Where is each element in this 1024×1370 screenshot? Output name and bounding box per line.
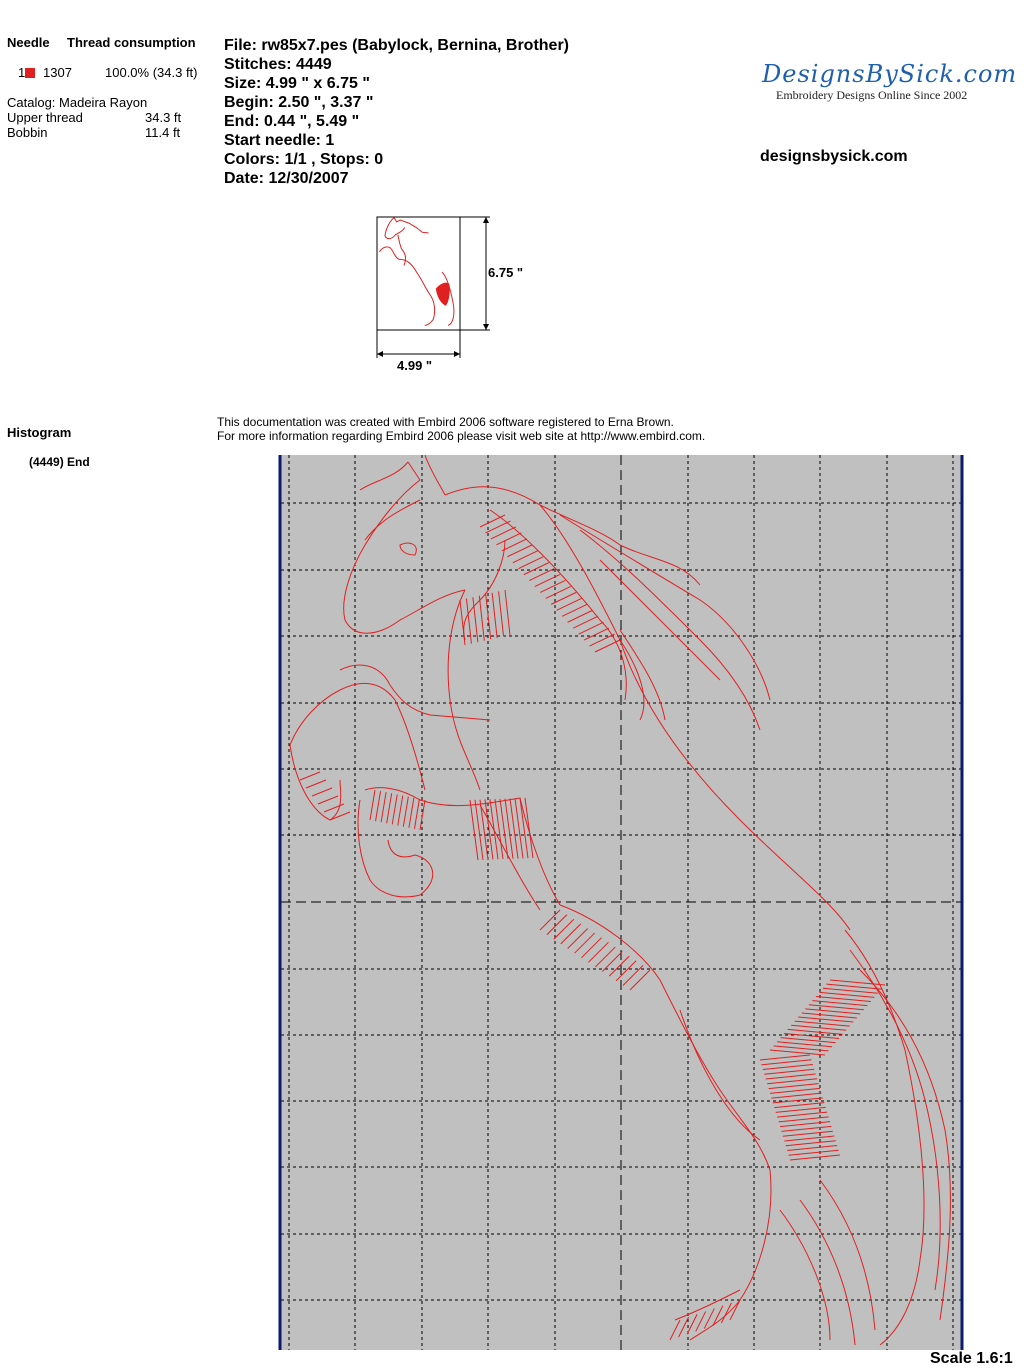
upper-thread-label: Upper thread bbox=[7, 110, 83, 125]
documentation-line-2: For more information regarding Embird 2006 please visit web site at http://www.embird.com. bbox=[217, 429, 706, 443]
needle-number: 1 bbox=[18, 65, 26, 80]
begin-position: Begin: 2.50 ", 3.37 " bbox=[224, 94, 374, 111]
thread-consumption-value: 100.0% (34.3 ft) bbox=[105, 65, 198, 80]
thread-color-swatch bbox=[25, 68, 35, 78]
start-needle: Start needle: 1 bbox=[224, 132, 335, 149]
design-info bbox=[224, 36, 569, 188]
scale-label: Scale 1.6:1 bbox=[930, 1350, 1013, 1367]
end-position: End: 0.44 ", 5.49 " bbox=[224, 113, 360, 130]
design-thumbnail bbox=[370, 210, 540, 380]
colors-stops: Colors: 1/1 , Stops: 0 bbox=[224, 151, 384, 168]
histogram-entry: (4449) End bbox=[29, 455, 90, 469]
bobbin-value: 11.4 ft bbox=[145, 125, 181, 140]
upper-thread-value: 34.3 ft bbox=[145, 110, 182, 125]
website-label: designsbysick.com bbox=[760, 148, 908, 165]
design-canvas bbox=[276, 452, 966, 1352]
design-size: Size: 4.99 " x 6.75 " bbox=[224, 75, 370, 92]
stitch-count: Stitches: 4449 bbox=[224, 56, 332, 73]
file-name: File: rw85x7.pes (Babylock, Bernina, Brother) bbox=[224, 37, 569, 54]
thread-row bbox=[18, 65, 35, 80]
bobbin-label: Bobbin bbox=[7, 125, 48, 140]
thumbnail-width-label: 4.99 " bbox=[397, 358, 433, 373]
design-date: Date: 12/30/2007 bbox=[224, 170, 349, 187]
catalog-label: Catalog: Madeira Rayon bbox=[7, 95, 148, 110]
logo-title: DesignsBySick.com bbox=[762, 60, 1018, 88]
histogram-title: Histogram bbox=[7, 425, 72, 440]
thumbnail-height-label: 6.75 " bbox=[488, 265, 524, 280]
thread-consumption-header: Thread consumption bbox=[67, 35, 196, 50]
thread-code: 1307 bbox=[43, 65, 72, 80]
documentation-line-1: This documentation was created with Embird 2006 software registered to Erna Brown. bbox=[217, 415, 674, 429]
needle-header: Needle bbox=[7, 35, 50, 50]
brand-logo bbox=[762, 60, 1017, 88]
logo-subtitle: Embroidery Designs Online Since 2002 bbox=[776, 88, 968, 102]
